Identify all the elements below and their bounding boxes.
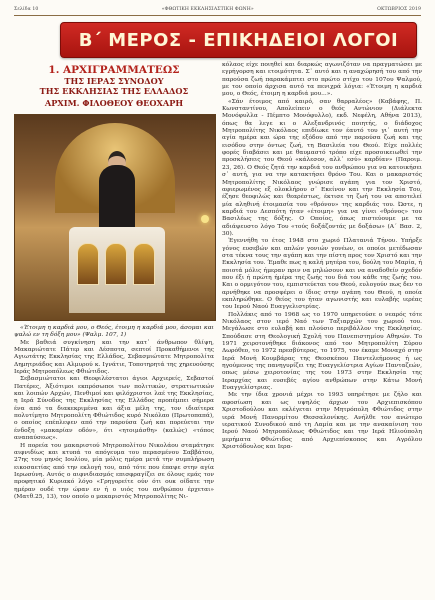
photo-person-body (99, 165, 135, 235)
article-photo (14, 114, 216, 321)
article-title-line1: 1. ΑΡΧΙΓΡΑΜΜΑΤΕΩΣ (48, 64, 180, 76)
page-number: Σελίδα 10 (14, 6, 39, 12)
photo-caption: «Έτοιμη η καρδιά μου, ο Θεός, έτοιμη η καρδιά μου, άσομαι και ψαλώ εν τη δόξη μου» (Ψαλμ. 107, 1) (14, 325, 214, 339)
article-author: ΑΡΧΙΜ. ΦΙΛΟΘΕΟΥ ΘΕΟΧΑΡΗ (44, 98, 184, 108)
article-title (14, 64, 214, 108)
left-column (14, 64, 214, 501)
section-banner-text: Β΄ ΜΕΡΟΣ - ΕΠΙΚΗΔΕΙΟΙ ΛΟΓΟΙ (78, 29, 399, 51)
article-title-line3: ΤΗΣ ΕΚΚΛΗΣΙΑΣ ΤΗΣ ΕΛΛΑΔΟΣ (39, 86, 189, 96)
photo-lamp (201, 215, 209, 223)
header-rule (14, 15, 421, 16)
section-banner (60, 22, 417, 58)
paragraph: «Σάν έτοιμος από καιρό, σαν θαρραλέος» (Καβάφης, Π. Κωνσταντίνου, Απολείπειν ο θεός Αντώνιον (Διάλεκτα Μονόφυλλα - Πέμπτο Μονόφυλλο), εκδ. Νεφέλη, Αθήνα 2013), όπως θα λεγε κι ο Αλεξανδρινός ποιητής, ο διάδοχος Μητροπολίτης Νικόλαος επιδίωκε τον έαυτό του γι᾽ αυτή την αγία ημέρα και ώρα της εξόδου από την παρούσα ζωή και της εισόδου στην όντως ζωή, τη Βασιλεία του Θεού. Είχε πολλές φορές διαβάσει και με θαυμαστό τρόπο είχε προσοικειωθεί την προσκλήσεις του Θεού «κάλεσον, αλλ᾽ εσύ» καρδίαν» (Παροιμ. 23, 26). Ο Θεός ζητά την καρδιά του ανθρώπου για να κατοικήσει σ᾽ αυτή, για να την κατακτήσει θρόνο Του. Και ο μακαριστός Μητροπολίτης Νικόλαος γνώρισε αγάπη για τον Χριστό, αφιερωμένος εξ ολοκλήρου σ᾽ Εκείνον και την Εκκλησία Του, έζησε θεοφιλώς και θεαρέστως, έκτισε τη ζωή του να αποτελεί μία αληθινή έτοιμασία του «θρόνου» της καρδιάς του. Ώστε, η καρδιά του Δεσπότη ήταν «έτοιμη» για να γίνει «θρόνος» του Βασιλέως της δόξης. Ο Οποίος, όπως πιστεύουμε με τα αδιάψευστο λόγο Του «τούς δοξάζοντάς με δοξάσω» (Α΄ Βασ. 2, 30). (222, 98, 422, 237)
paragraph: Σεβασμιώτατοι και Θεοφιλέστατοι άγιοι Αρχιερείς, Σεβαστοί Πατέρες, Άξιότιμοι εκπρόσωποι των πολιτικών, στρατιωτικών και λοιπών Αρχών, Πενθιμοί και φιλόχριστοι λαέ της Εκκλησίας, η Ιερά Σύνοδος της Εκκλησίας της Ελλάδος προπέμπει σήμερα ένα από τα διακεκριμένα και άξια μέλη της, τον ιδιαίτερα πολυτίμητο Μητροπολίτη Φθιώτιδος κυρό Νικόλαο (Πρωτοπαπά), ο οποίος επέπλεψεν από την παρούσα ζωή και πορεύεται την ένδοξη «μακαρίαν οδόν», ότι «ητοιμάσθη» (καλώς) «τόπος αναπαύσεως». (14, 376, 214, 442)
article-title-line2: ΤΗΣ ΙΕΡΑΣ ΣΥΝΟΔΟΥ (64, 76, 164, 86)
paragraph: Έγεννήθη το έτος 1948 στο χωριό Πλατανιά Τήνου. Υπήρξε γόνος ευσεβών και απλών γονιών γονέων, οι οποίοι μετέδωσαν στα τέκνα τους την αγάπη και την πίστη προς τον Χριστό και την Εκκλησία του. Έμαθε πως η καλή μητέρα του, δούλη του Μαρία, ή ποιοτά μόλις ήμεραν πριν να μηλώσουν και να αναδοθείν σχεδόν που έξι ή πρώτη ήμέρα της ζωής του διά του κάθε της ζωής του. Και ο ορμιγότον του, εμπιστεύεται του Θεού, ευλογούν πως δεν το αρνήθηκε να προσφέρει ο ίδιος στην αγάπη του Θεού, η οποία εκπληρώθηκε. Ο θείος του ήταν αγωνιστής και ευλαβής ιερέας του Ιερού Ναού Ευαγγελιστρίας. (222, 238, 422, 311)
paragraph: κόλαος είχε ποιηθεί και διαρκώς αγωνιζόταν να πραγματώσει με εγρήγορση και ετοιμότητα. Σ᾽ αυτό και η αναχώρησή του από την παρούσα ζωή παρακάμπτει στο πρώτο στίχο του 107ου Ψαλμού, με τον οποίο άρχισα αυτό τα πενιχρά λόγια: «Έτοιμη η καρδιά μου, ο Θεός, έτοιμη η καρδιά μου...». (222, 62, 422, 98)
paragraph: Με βαθειά συγκίνηση και την κατ᾽ άνθρωπον θλίψη, Μακαριώτατε Πάτερ και Δέσποτα, σεπτοί Προκαθήμενοι της Αγιωτάτης Εκκλησίας της Ελλάδος, Σεβασμιώτατε Μητροπολίτα Δημητριάδος και Αλμυρού κ. Ιγνάτιε, Τοποτηρητά της χηρευούσης Ιεράς Μητροπόλεως Φθιώτιδος. (14, 339, 214, 376)
photo-icon-panel (77, 243, 99, 285)
paragraph: Πολλάκις από το 1968 ως το 1970 υπηρετούσε ο νεαρός τότε Νικόλαος στον ιερό Ναό των Ταξιαρχών του χωριού του. Μεγάλωσε στο ευλαβή και πλούσιο περιβάλλον της Εκκλησίας. Σπούδασε στη Θεολογική Σχολή του Πανεπιστημίου Αθηνών. Το 1971 χειροτονήθηκε διάκονος από τον Μητροπολίτη Σύρου Δωρόθεο, το 1972 πρεσβύτερος, το 1975, τον έκαμε Μοναχό στην Ιερά Μονή Κουμβάρας της Θεοσκέπου Παντελεήμονος ή ως ηγούμενος της πανηγυρίζει της Ευαγγελίστρια Αγίων Πανταζεών, οπως μέσω χειροτονίας της του 1973 στην Εκκλησία της Ιεραρχίας και ευσεβές αγίου ανθρώπων στην Κάτω Μονή Ευαγγελίστριας. (222, 311, 422, 392)
issue-date: ΟΚΤΩΒΡΙΟΣ 2019 (377, 6, 421, 12)
photo-icon-panel (133, 243, 155, 285)
paragraph: Η πορεία του μακαριστού Μητροπολίτου Νικολάου σταμάτησε αιφνιδίως και κτυπά το απόγευμα του περασμένου Σαββάτου, 27ης του μηνός Ιουλίου, μία μόλις ημέρα μετά την συμπλήρωση εικοσαετίας από την εκλογή του, από τότε που έπαψε στην αγία Ιερωσύνη. Αυτός ο αιφνιδιασμός επισφραγίζει σε όλους εμάς τον προφητικό Κυριακό λόγο «Γρηγορείτε ούν ότι ουκ οίδατε την ημέραν ουδέ την ώραν εν ή ο υιός του ανθρώπου έρχεται» (Ματθ.25, 13), τον οποίο ο μακαριστός Μητροπολίτης Νι- (14, 442, 214, 500)
paragraph: Με την ίδια χρονιά μέχρι το 1993 υπηρέτησε με ζήλο και αφοσίωση και ως υψηλός άρχων του Αρχιεπισκόπου Χριστοδούλου και εκλέγεται στην Μητρόπολη Φθιώτιδος στην ιερά Μονή Πανορμίτου Θεσσαλονίκης. Ανήλθε τον ανώτερο ιερατικού Συνοδικού από τη Λαμία και με την ανακαίνιση του Ιερού Ναού Μητροπόλεως Φθιώτιδος και την Ιερά Ηλιούπολη μερήματα Φθιώτιδος από Αρχιεπίσκοπος και Αγρόλου Χριστόδουλος και Ιερα- (222, 392, 422, 450)
right-column (222, 62, 422, 451)
photo-icon-panel (105, 243, 127, 285)
page-header (14, 4, 421, 14)
newspaper-title: «ΦΘΩΤΙΚΗ ΕΚΚΛΗΣΙΑΣΤΙΚΗ ΦΩΝΗ» (161, 6, 254, 12)
